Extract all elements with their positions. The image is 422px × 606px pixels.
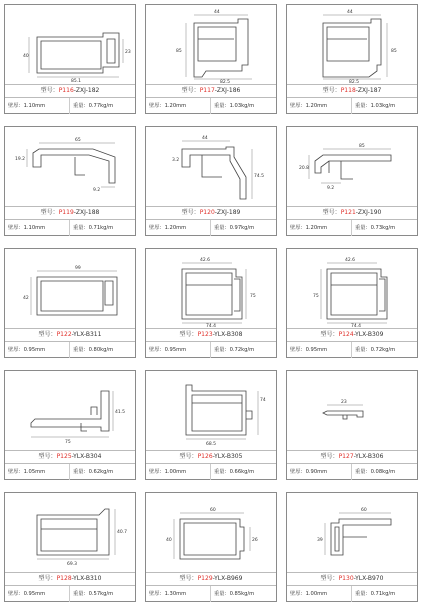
spec-row: 壁厚：0.95mm 重量：0.72kg/m (146, 341, 276, 357)
weight-value: 0.97kg/m (229, 225, 255, 231)
wall-thickness: 1.30mm (164, 591, 187, 597)
profile-drawing (287, 493, 417, 571)
spec-row: 壁厚：1.10mm 重量：0.71kg/m (5, 219, 135, 235)
weight-value: 1.03kg/m (229, 103, 255, 109)
wall-thickness: 0.95mm (23, 347, 46, 353)
dim-label: 44 (214, 10, 220, 15)
model-code: P116 (58, 87, 74, 94)
wall-thickness: 1.20mm (305, 103, 328, 109)
model-line: 型号：P117-ZXJ-186 (146, 84, 276, 96)
dim-label: 40.7 (117, 530, 128, 535)
dim-label: 40 (166, 538, 172, 543)
weight-value: 0.57kg/m (88, 591, 114, 597)
wall-thickness: 0.90mm (305, 469, 328, 475)
spec-row: 壁厚：0.95mm 重量：0.72kg/m (287, 341, 417, 357)
spec-row: 壁厚：1.30mm 重量：0.85kg/m (146, 585, 276, 601)
spec-row: 壁厚：1.20mm 重量：1.03kg/m (287, 97, 417, 113)
profile-card-p117 (145, 4, 277, 114)
profile-card-p128 (4, 492, 136, 602)
dim-label: 85.1 (71, 79, 82, 83)
weight-value: 0.62kg/m (88, 469, 114, 475)
dim-label: 42.6 (345, 258, 356, 263)
profile-drawing (146, 249, 276, 327)
model-line: 型号：P120-ZXJ-189 (146, 206, 276, 218)
model-line: 型号：P130-YLX-B970 (287, 572, 417, 584)
profile-card-p124 (286, 248, 418, 358)
model-code: P129 (197, 575, 213, 582)
profile-drawing (287, 127, 417, 205)
spec-row: 壁厚：1.10mm 重量：0.77kg/m (5, 97, 135, 113)
dim-label: 99 (75, 266, 81, 271)
weight-value: 0.72kg/m (229, 347, 255, 353)
profile-drawing (5, 127, 135, 205)
model-line: 型号：P127-YLX-B306 (287, 450, 417, 462)
profile-card-p116 (4, 4, 136, 114)
profile-drawing (5, 493, 135, 571)
model-line: 型号：P125-YLX-B304 (5, 450, 135, 462)
dim-label: 74 (260, 398, 266, 403)
model-code: P119 (58, 209, 74, 216)
wall-thickness: 1.10mm (23, 103, 46, 109)
profile-card-p119 (4, 126, 136, 236)
dim-label: 85 (359, 144, 365, 149)
model-code: P126 (197, 453, 213, 460)
profile-drawing (146, 5, 276, 83)
model-code: P120 (199, 209, 215, 216)
spec-row: 壁厚：1.20mm 重量：0.73kg/m (287, 219, 417, 235)
spec-row: 壁厚：1.05mm 重量：0.62kg/m (5, 463, 135, 479)
wall-thickness: 1.10mm (23, 225, 46, 231)
spec-row: 壁厚：1.00mm 重量：0.66kg/m (146, 463, 276, 479)
profile-drawing (5, 371, 135, 449)
dim-label: 69.3 (67, 562, 78, 567)
model-code: P128 (56, 575, 72, 582)
profile-card-p120 (145, 126, 277, 236)
model-code: P124 (338, 331, 354, 338)
weight-value: 0.72kg/m (370, 347, 396, 353)
dim-label: 60 (210, 508, 216, 513)
profile-card-p127 (286, 370, 418, 480)
wall-thickness: 1.00mm (164, 469, 187, 475)
profile-drawing (5, 249, 135, 327)
dim-label: 85 (176, 49, 182, 54)
dim-label: 74.4 (206, 324, 217, 327)
weight-value: 0.66kg/m (229, 469, 255, 475)
model-line: 型号：P124-YLX-B309 (287, 328, 417, 340)
model-line: 型号：P128-YLX-B310 (5, 572, 135, 584)
model-line: 型号：P122-YLX-B311 (5, 328, 135, 340)
profile-drawing (146, 493, 276, 571)
dim-label: 39 (317, 538, 323, 543)
wall-thickness: 1.05mm (23, 469, 46, 475)
profile-drawing (146, 127, 276, 205)
profile-drawing (287, 5, 417, 83)
wall-thickness: 0.95mm (164, 347, 187, 353)
spec-row: 壁厚：1.00mm 重量：0.71kg/m (287, 585, 417, 601)
model-code: P130 (338, 575, 354, 582)
dim-label: 74.4 (351, 324, 362, 327)
weight-value: 0.08kg/m (370, 469, 396, 475)
model-line: 型号：P118-ZXJ-187 (287, 84, 417, 96)
dim-label: 44 (347, 10, 353, 15)
dim-label: 26 (252, 538, 258, 543)
model-line: 型号：P129-YLX-B969 (146, 572, 276, 584)
wall-thickness: 1.20mm (305, 225, 328, 231)
dim-label: 75 (313, 294, 319, 299)
dim-label: 74.5 (254, 174, 265, 179)
wall-thickness: 1.00mm (305, 591, 328, 597)
dim-label: 65 (75, 138, 81, 143)
spec-row: 壁厚：0.90mm 重量：0.08kg/m (287, 463, 417, 479)
spec-row: 壁厚：1.20mm 重量：0.97kg/m (146, 219, 276, 235)
wall-thickness: 1.20mm (164, 103, 187, 109)
weight-value: 0.77kg/m (88, 103, 114, 109)
dim-label: 23 (125, 50, 131, 55)
profile-drawing (146, 371, 276, 449)
dim-label: 82.5 (220, 80, 231, 83)
profile-card-p125 (4, 370, 136, 480)
wall-thickness: 1.20mm (164, 225, 187, 231)
dim-label: 3.2 (172, 158, 180, 163)
dim-label: 20.8 (299, 166, 310, 171)
dim-label: 9.2 (327, 186, 335, 191)
model-code: P122 (56, 331, 72, 338)
profile-drawing (5, 5, 135, 83)
spec-row: 壁厚：0.95mm 重量：0.57kg/m (5, 585, 135, 601)
model-line: 型号：P121-ZXJ-190 (287, 206, 417, 218)
profile-card-p129 (145, 492, 277, 602)
dim-label: 75 (65, 440, 71, 445)
weight-value: 0.71kg/m (88, 225, 114, 231)
dim-label: 42.6 (200, 258, 211, 263)
dim-label: 23 (341, 400, 347, 405)
dim-label: 82.5 (349, 80, 360, 83)
profile-card-p123 (145, 248, 277, 358)
weight-value: 1.03kg/m (370, 103, 396, 109)
model-line: 型号：P116-ZXJ-182 (5, 84, 135, 96)
profile-card-p126 (145, 370, 277, 480)
model-line: 型号：P123-YLX-B308 (146, 328, 276, 340)
dim-label: 42 (23, 296, 29, 301)
dim-label: 60 (361, 508, 367, 513)
spec-row: 壁厚：0.95mm 重量：0.80kg/m (5, 341, 135, 357)
wall-thickness: 0.95mm (305, 347, 328, 353)
profile-card-p118 (286, 4, 418, 114)
dim-label: 9.2 (93, 188, 101, 193)
spec-row: 壁厚：1.20mm 重量：1.03kg/m (146, 97, 276, 113)
profile-drawing (287, 371, 417, 449)
dim-label: 19.2 (15, 157, 26, 162)
weight-value: 0.80kg/m (88, 347, 114, 353)
model-code: P127 (338, 453, 354, 460)
model-code: P123 (197, 331, 213, 338)
weight-value: 0.85kg/m (229, 591, 255, 597)
model-code: P117 (199, 87, 215, 94)
model-code: P121 (340, 209, 356, 216)
profile-card-p122 (4, 248, 136, 358)
dim-label: 41.5 (115, 410, 126, 415)
wall-thickness: 0.95mm (23, 591, 46, 597)
dim-label: 40 (23, 54, 29, 59)
profile-card-p130 (286, 492, 418, 602)
dim-label: 68.5 (206, 442, 217, 447)
model-line: 型号：P126-YLX-B305 (146, 450, 276, 462)
dim-label: 44 (202, 136, 208, 141)
weight-value: 0.73kg/m (370, 225, 396, 231)
dim-label: 75 (250, 294, 256, 299)
dim-label: 85 (391, 49, 397, 54)
model-line: 型号：P119-ZXJ-188 (5, 206, 135, 218)
profile-drawing (287, 249, 417, 327)
profile-catalog-grid (4, 4, 418, 602)
model-code: P125 (56, 453, 72, 460)
profile-card-p121 (286, 126, 418, 236)
weight-value: 0.71kg/m (370, 591, 396, 597)
model-code: P118 (340, 87, 356, 94)
